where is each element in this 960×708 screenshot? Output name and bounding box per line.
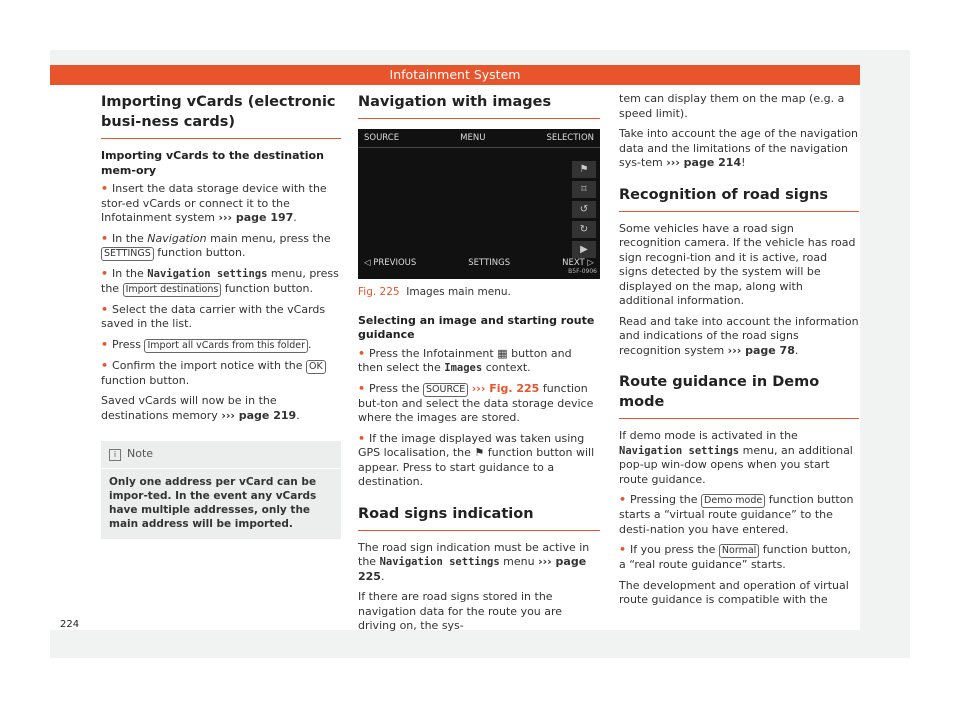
page-link[interactable]: ››› page 197 <box>218 211 294 224</box>
paragraph: Read and take into account the information and indications of the road signs recognition system ››› page 78. <box>619 314 859 357</box>
flag-icon: ⚑ <box>572 161 596 178</box>
figure-link[interactable]: ››› Fig. 225 <box>471 381 540 395</box>
ok-button-label: OK <box>306 360 326 374</box>
settings-button-label: SETTINGS <box>101 247 154 261</box>
note-header: i Note <box>101 441 341 469</box>
heading-road-signs-indication: Road signs indication <box>358 496 600 531</box>
list-item: • If the image displayed was taken using GPS localisation, the ⚑ function button will appear. Press to start guidance to a destination. <box>358 431 595 488</box>
list-item: • Press Import all vCards from this folder . <box>101 337 312 351</box>
column-1 <box>101 92 341 539</box>
list-item: • If you press the Normal function button, a “real route guidance” starts. <box>619 543 851 571</box>
list-item: • Press the Infotainment ▦ button and then select the Images context. <box>358 346 572 374</box>
paragraph: The development and operation of virtual route guidance is compatible with the <box>619 578 849 606</box>
screen-previous-label: ◁ PREVIOUS <box>364 257 417 268</box>
rotate-left-icon: ↺ <box>572 201 596 218</box>
fit-icon: ⌑ <box>572 181 596 198</box>
subheading-selecting-image: Selecting an image and starting route guidance <box>358 313 595 341</box>
column-3 <box>619 92 859 614</box>
info-icon: i <box>109 449 121 461</box>
heading-navigation-images: Navigation with images <box>358 92 600 119</box>
import-all-button-label: Import all vCards from this folder <box>144 339 308 353</box>
grid-icon: ▦ <box>497 346 508 360</box>
infotainment-screen-figure <box>358 129 600 279</box>
list-item: • Pressing the Demo mode function button starts a “virtual route guidance” to the desti-nation you have entered. <box>619 493 854 536</box>
figure-caption: Fig. 225 Images main menu. <box>358 286 511 298</box>
list-item: • In the Navigation main menu, press the SETTINGS function button. <box>101 231 331 259</box>
rotate-right-icon: ↻ <box>572 221 596 238</box>
normal-button-label: Normal <box>719 544 759 558</box>
paragraph: tem can display them on the map (e.g. a speed limit). <box>619 92 845 120</box>
list-item: • Select the data carrier with the vCards saved in the list. <box>101 302 326 330</box>
import-destinations-button-label: Import destinations <box>123 283 222 297</box>
heading-importing-vcards: Importing vCards (electronic busi-ness cards) <box>101 92 341 139</box>
page-link[interactable]: ››› page 219 <box>221 408 297 422</box>
subheading-import: Importing vCards to the destination mem-ory <box>101 149 324 177</box>
figure-id: B5F-0906 <box>568 267 597 275</box>
paragraph: Some vehicles have a road sign recognition camera. If the vehicle has road sign recogni-tion and it is active, road signs detected by the system will be displayed on the map, along with additional information. <box>619 221 856 307</box>
source-button-label: SOURCE <box>423 383 468 397</box>
list-item: • Insert the data storage device with the stor-ed vCards or connect it to the Infotainment system ››› page 197. <box>101 182 327 224</box>
screen-selection-label: SELECTION <box>546 132 594 143</box>
play-icon: ▶ <box>572 241 596 258</box>
page-number: 224 <box>60 619 80 630</box>
page-link[interactable]: ››› page 225 <box>358 555 587 583</box>
screen-source-label: SOURCE <box>364 132 400 143</box>
page-link[interactable]: ››› page 78 <box>727 343 795 357</box>
paragraph: If demo mode is activated in the Navigation settings menu, an additional pop-up win-dow opens when you start route guidance. <box>619 429 853 486</box>
paragraph: The road sign indication must be active in the Navigation settings menu ››› page 225. <box>358 540 590 583</box>
screen-menu-label: MENU <box>460 132 486 143</box>
note-body: Only one address per vCard can be impor-ted. In the event any vCards have multiple addresses, only the main address will be imported. <box>109 475 317 530</box>
section-header: Infotainment System <box>50 65 860 85</box>
note-box <box>101 441 341 539</box>
heading-route-guidance-demo: Route guidance in Demo mode <box>619 364 859 419</box>
paragraph: Take into account the age of the navigation data and the limitations of the navigation sys-tem ››› page 214! <box>619 127 859 169</box>
screen-settings-label: SETTINGS <box>468 257 511 268</box>
flag-icon: ⚑ <box>474 446 485 459</box>
list-item: • Press the SOURCE ››› Fig. 225 function but-ton and select the data storage device where the images are stored. <box>358 381 594 424</box>
demo-mode-button-label: Demo mode <box>701 494 765 508</box>
page-link[interactable]: ››› page 214 <box>666 156 742 169</box>
paragraph: If there are road signs stored in the navigation data for the route you are driving on, the sys- <box>358 590 563 632</box>
list-item: • In the Navigation settings menu, press the Import destinations function button. <box>101 267 339 295</box>
screen-next-label: NEXT ▷ <box>562 257 594 268</box>
list-item: • Confirm the import notice with the OK function button. <box>101 359 341 389</box>
heading-recognition-road-signs: Recognition of road signs <box>619 177 859 212</box>
column-2 <box>358 92 600 640</box>
paragraph: Saved vCards will now be in the destinations memory ››› page 219. <box>101 394 300 422</box>
